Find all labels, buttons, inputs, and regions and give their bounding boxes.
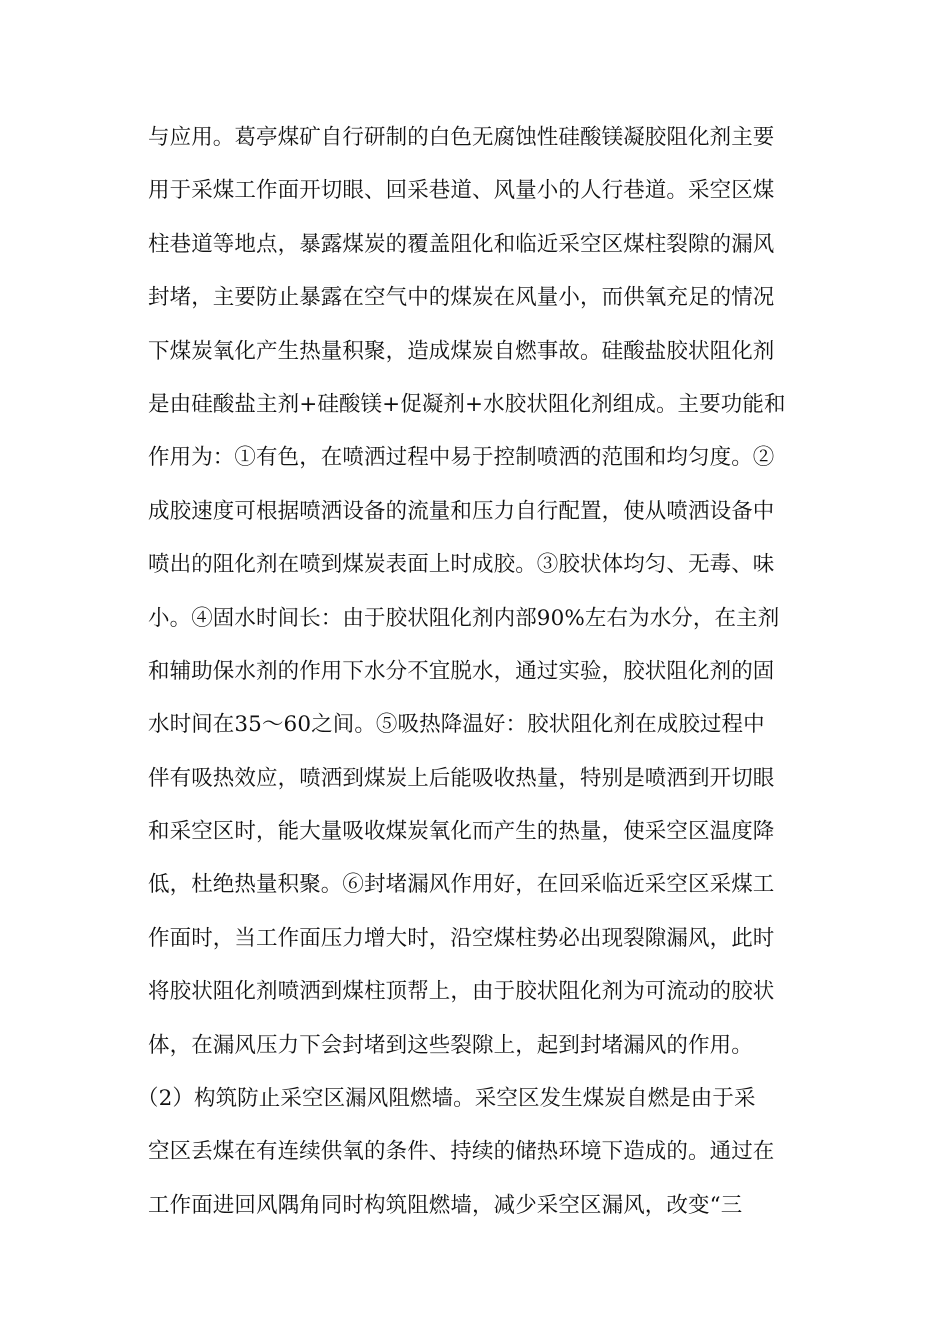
text-line: 封堵，主要防止暴露在空气中的煤炭在风量小，而供氧充足的情况	[148, 285, 775, 311]
text-line: 低，杜绝热量积聚。⑥封堵漏风作用好，在回采临近采空区采煤工	[148, 872, 775, 898]
text-line: 作用为：①有色，在喷洒过程中易于控制喷洒的范围和均匀度。②	[148, 445, 775, 471]
text-line: 小。④固水时间长：由于胶状阻化剂内部90%左右为水分，在主剂	[148, 605, 780, 631]
text-line: 工作面进回风隅角同时构筑阻燃墙，减少采空区漏风，改变“三	[148, 1192, 743, 1218]
text-line: 空区丢煤在有连续供氧的条件、持续的储热环境下造成的。通过在	[148, 1139, 775, 1165]
text-line: 成胶速度可根据喷洒设备的流量和压力自行配置，使从喷洒设备中	[148, 498, 775, 524]
text-line: 水时间在35～60之间。⑤吸热降温好：胶状阻化剂在成胶过程中	[148, 712, 765, 738]
text-line: 作面时，当工作面压力增大时，沿空煤柱势必出现裂隙漏风，此时	[148, 925, 775, 951]
text-line: 下煤炭氧化产生热量积聚，造成煤炭自燃事故。硅酸盐胶状阻化剂	[148, 338, 775, 364]
text-line: 与应用。葛亭煤矿自行研制的白色无腐蚀性硅酸镁凝胶阻化剂主要	[148, 125, 775, 150]
text-line: 体，在漏风压力下会封堵到这些裂隙上，起到封堵漏风的作用。	[148, 1032, 753, 1058]
body-text	[137, 118, 808, 1239]
section-heading-line: （2）构筑防止采空区漏风阻燃墙。采空区发生煤炭自燃是由于采	[137, 1086, 756, 1112]
text-line: 和辅助保水剂的作用下水分不宜脱水，通过实验，胶状阻化剂的固	[148, 658, 775, 684]
text-line: 伴有吸热效应，喷洒到煤炭上后能吸收热量，特别是喷洒到开切眼	[148, 765, 775, 791]
text-line: 是由硅酸盐主剂+硅酸镁+促凝剂+水胶状阻化剂组成。主要功能和	[148, 391, 786, 417]
text-line: 用于采煤工作面开切眼、回采巷道、风量小的人行巷道。采空区煤	[148, 178, 775, 204]
text-line: 喷出的阻化剂在喷到煤炭表面上时成胶。③胶状体均匀、无毒、味	[148, 552, 775, 578]
text-line: 和采空区时，能大量吸收煤炭氧化而产生的热量，使采空区温度降	[148, 819, 775, 845]
text-line: 柱巷道等地点，暴露煤炭的覆盖阻化和临近采空区煤柱裂隙的漏风	[148, 231, 775, 257]
text-line: 将胶状阻化剂喷洒到煤柱顶帮上，由于胶状阻化剂为可流动的胶状	[148, 979, 775, 1005]
